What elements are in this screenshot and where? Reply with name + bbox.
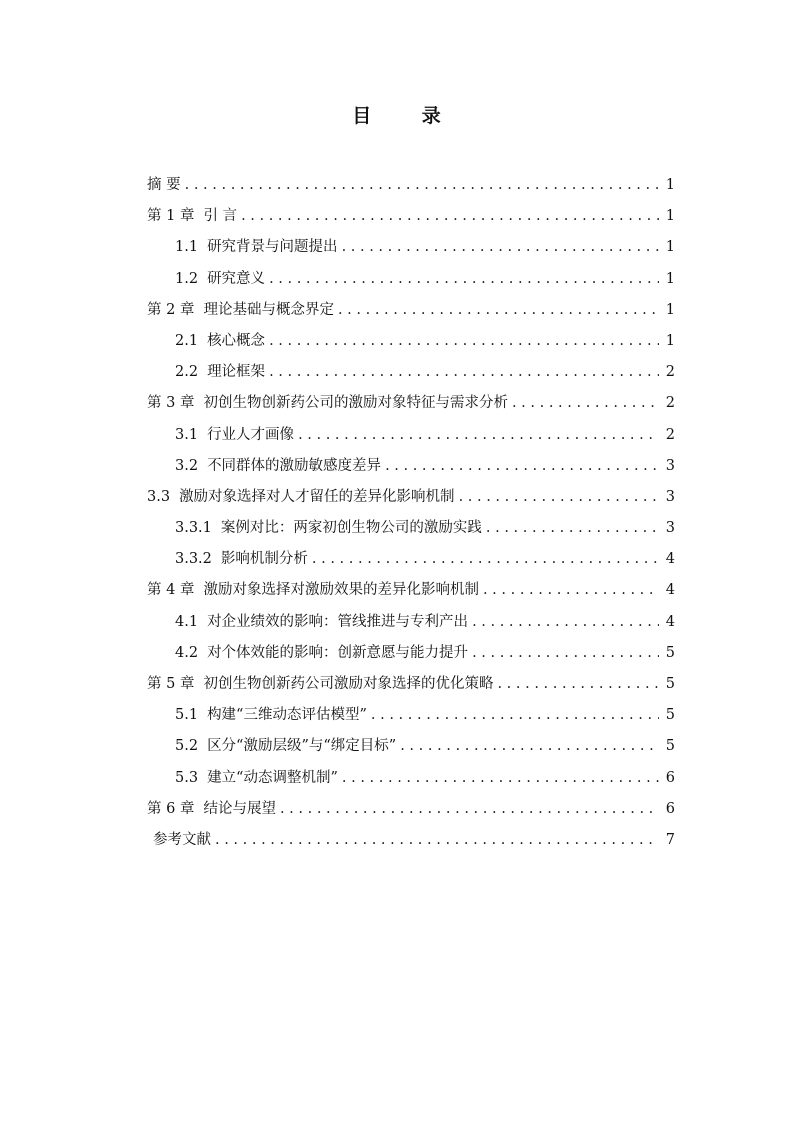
toc-entry-number: 5.3: [175, 769, 199, 786]
toc-dot-leader: [400, 731, 659, 762]
toc-entry-title: 对个体效能的影响：创新意愿与能力提升: [207, 644, 469, 661]
toc-dot-leader: [512, 388, 659, 419]
toc-dot-leader: [385, 451, 659, 482]
toc-entry-title: 建立“动态调整机制”: [207, 769, 338, 786]
toc-page-number: 6: [665, 769, 675, 786]
toc-entry-title: 对企业绩效的影响：管线推进与专利产出: [207, 613, 469, 630]
toc-page-number: 1: [665, 270, 675, 287]
toc-entry-number: 第 1 章: [147, 208, 195, 225]
toc-dot-leader: [371, 700, 659, 731]
toc-dot-leader: [342, 232, 659, 263]
toc-entry-title: 区分“激励层级”与“绑定目标”: [207, 738, 397, 755]
toc-entry-number: 3.3: [147, 488, 171, 505]
toc-entry: [147, 357, 675, 388]
toc-page-number: 1: [665, 239, 675, 256]
toc-page-number: 5: [665, 644, 675, 661]
toc-page-number: 5: [665, 676, 675, 692]
toc-entry-number: 4.1: [175, 613, 199, 630]
toc-entry-title: 引 言: [203, 208, 238, 225]
toc-entry: [147, 731, 675, 762]
toc-entry: [147, 607, 675, 638]
toc-dot-leader: [459, 482, 659, 513]
toc-page-number: 4: [665, 551, 675, 568]
toc-entry-number: 3.2: [175, 457, 199, 474]
toc-entry-number: 第 6 章: [147, 800, 195, 817]
toc-page-number: 2: [665, 364, 675, 381]
toc-page-number: 5: [665, 738, 675, 755]
toc-dot-leader: [497, 669, 659, 700]
table-of-contents: [147, 170, 675, 856]
toc-page-number: 3: [665, 520, 675, 537]
toc-entry-title: 初创生物创新药公司的激励对象特征与需求分析: [203, 395, 508, 412]
toc-entry-number: 第 2 章: [147, 301, 195, 318]
toc-entry: [147, 201, 675, 232]
toc-entry-number: 5.2: [175, 738, 199, 755]
toc-dot-leader: [342, 763, 659, 794]
toc-entry-number: 第 3 章: [147, 395, 195, 412]
toc-entry: [147, 513, 675, 544]
toc-entry: [147, 420, 675, 451]
toc-entry: [147, 794, 675, 825]
toc-entry-number: 1.1: [175, 239, 199, 256]
toc-dot-leader: [280, 794, 659, 825]
toc-entry: [147, 451, 675, 482]
toc-page-number: 2: [665, 395, 675, 412]
toc-dot-leader: [269, 264, 659, 295]
toc-dot-leader: [298, 420, 659, 451]
toc-entry: [147, 544, 675, 575]
toc-entry: [147, 700, 675, 731]
toc-entry-title: 核心概念: [207, 332, 266, 349]
toc-entry: [147, 575, 675, 606]
toc-entry-number: 1.2: [175, 270, 199, 287]
toc-dot-leader: [312, 544, 659, 575]
toc-page-number: 6: [665, 800, 675, 817]
toc-entry-title: 影响机制分析: [220, 551, 308, 568]
toc-page-number: 1: [665, 332, 675, 349]
toc-entry-title: 激励对象选择对人才留任的差异化影响机制: [179, 488, 455, 505]
toc-dot-leader: [269, 357, 659, 388]
toc-entry-title: 案例对比：两家初创生物公司的激励实践: [220, 520, 482, 537]
toc-entry: [147, 763, 675, 794]
toc-entry: [147, 264, 675, 295]
toc-page-number: 1: [665, 301, 675, 318]
toc-dot-leader: [269, 326, 659, 357]
toc-entry-title: 研究意义: [207, 270, 266, 287]
toc-entry-number: 2.2: [175, 364, 199, 381]
toc-title: 目 录: [352, 105, 463, 127]
toc-entry: [147, 482, 675, 513]
toc-page-number: 1: [665, 177, 675, 193]
toc-entry-title: 行业人才画像: [207, 426, 295, 443]
toc-entry-number: 第 4 章: [147, 582, 195, 599]
toc-dot-leader: [472, 607, 659, 638]
toc-entry: [147, 825, 675, 856]
toc-entry-title: 摘 要: [147, 177, 181, 193]
toc-entry: [147, 638, 675, 669]
toc-entry-title: 参考文献: [153, 831, 211, 848]
toc-entry: [147, 388, 675, 419]
toc-page-number: 4: [665, 613, 675, 630]
toc-entry-number: 2.1: [175, 332, 199, 349]
toc-dot-leader: [472, 638, 659, 669]
toc-entry-title: 结论与展望: [203, 800, 276, 817]
toc-entry: [147, 170, 675, 201]
toc-dot-leader: [185, 170, 659, 201]
toc-page-number: 7: [665, 831, 675, 848]
toc-page-number: 2: [665, 426, 675, 443]
toc-dot-leader: [483, 575, 659, 606]
toc-entry-title: 研究背景与问题提出: [207, 239, 338, 256]
toc-page-number: 4: [665, 582, 675, 599]
toc-entry-number: 3.3.1: [175, 520, 212, 537]
toc-entry-number: 3.3.2: [175, 551, 212, 568]
toc-page-number: 3: [665, 457, 675, 474]
toc-entry-title: 理论基础与概念界定: [203, 301, 334, 318]
toc-entry-title: 不同群体的激励敏感度差异: [207, 457, 382, 474]
toc-entry: [147, 326, 675, 357]
toc-entry-number: 3.1: [175, 426, 199, 443]
toc-entry-title: 初创生物创新药公司激励对象选择的优化策略: [203, 676, 494, 692]
toc-page-number: 5: [665, 707, 675, 724]
toc-dot-leader: [338, 295, 659, 326]
toc-dot-leader: [486, 513, 659, 544]
toc-dot-leader: [241, 201, 659, 232]
toc-entry-number: 5.1: [175, 707, 199, 724]
toc-entry-title: 构建“三维动态评估模型”: [207, 707, 367, 724]
toc-entry: [147, 669, 675, 700]
toc-page-number: 3: [665, 488, 675, 505]
toc-entry: [147, 295, 675, 326]
toc-entry-number: 4.2: [175, 644, 199, 661]
toc-page-number: 1: [665, 208, 675, 225]
toc-entry-title: 理论框架: [207, 364, 266, 381]
toc-entry: [147, 232, 675, 263]
toc-dot-leader: [215, 825, 659, 856]
toc-entry-number: 第 5 章: [147, 676, 195, 692]
toc-entry-title: 激励对象选择对激励效果的差异化影响机制: [203, 582, 479, 599]
